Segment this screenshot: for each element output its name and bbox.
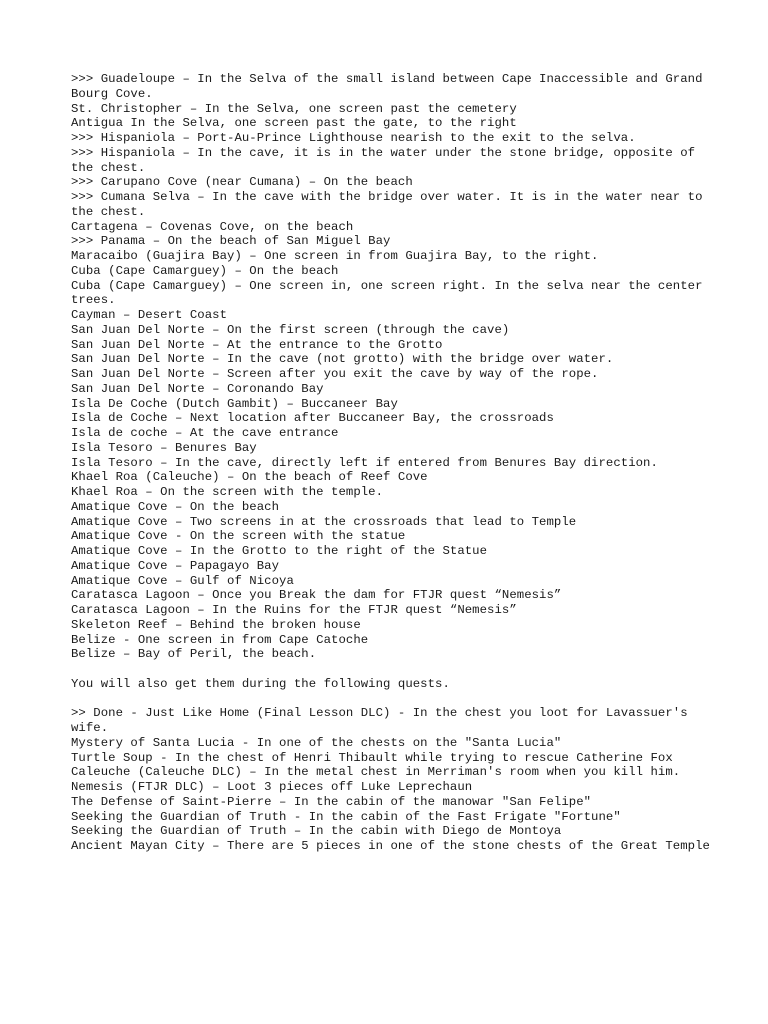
location-line: Belize - One screen in from Cape Catoche [71,632,369,647]
location-line: Cuba (Cape Camarguey) – On the beach [71,263,339,278]
location-line: >>> Hispaniola – In the cave, it is in the water under the stone bridge, opposite of the chest. [71,145,703,175]
locations-list [71,72,711,662]
location-line: Antigua In the Selva, one screen past the gate, to the right [71,116,517,131]
location-line: Amatique Cove - On the screen with the statue [71,529,406,544]
location-line: Cuba (Cape Camarguey) – One screen in, one screen right. In the selva near the center trees. [71,278,710,308]
location-line: Isla de coche – At the cave entrance [71,426,339,440]
location-line: Amatique Cove – Gulf of Nicoya [71,573,294,588]
quest-line: >> Done - Just Like Home (Final Lesson DLC) - In the chest you loot for Lavassuer's wife. [71,706,696,735]
location-line: >>> Cumana Selva – In the cave with the bridge over water. It is in the water near to the chest. [71,190,710,219]
location-line: Isla Tesoro – Benures Bay [71,440,257,455]
location-line: Amatique Cove – In the Grotto to the right of the Statue [71,544,488,558]
location-line: Maracaibo (Guajira Bay) – One screen in from Guajira Bay, to the right. [71,249,599,263]
location-line: >>> Panama – On the beach of San Miguel Bay [71,234,391,249]
location-line: Khael Roa (Caleuche) – On the beach of Reef Cove [71,470,428,485]
quests-list [71,706,711,854]
quest-line: Turtle Soup - In the chest of Henri Thibault while trying to rescue Catherine Fox [71,750,673,765]
location-line: Belize – Bay of Peril, the beach. [71,647,317,662]
location-line: Caratasca Lagoon – In the Ruins for the FTJR quest “Nemesis” [71,603,517,617]
location-line: St. Christopher – In the Selva, one screen past the cemetery [71,101,517,116]
location-line: Isla De Coche (Dutch Gambit) – Buccaneer Bay [71,396,398,411]
location-line: >>> Hispaniola – Port-Au-Prince Lighthouse nearish to the exit to the selva. [71,131,636,145]
location-line: Amatique Cove – Two screens in at the crossroads that lead to Temple [71,514,577,529]
quest-line: The Defense of Saint-Pierre – In the cabin of the manowar "San Felipe" [71,794,592,809]
paragraph-spacer [71,692,711,707]
quest-line: Seeking the Guardian of Truth – In the cabin with Diego de Montoya [71,824,562,839]
location-line: Cayman – Desert Coast [71,308,228,322]
location-line: Khael Roa – On the screen with the temple. [71,485,384,499]
location-line: Caratasca Lagoon – Once you Break the dam for FTJR quest “Nemesis” [71,588,562,603]
quest-line: Ancient Mayan City – There are 5 pieces in one of the stone chests of the Great Temple [71,839,710,853]
location-line: San Juan Del Norte – Screen after you exit the cave by way of the rope. [71,367,599,381]
document-page [71,72,711,854]
quest-line: Caleuche (Caleuche DLC) – In the metal chest in Merriman's room when you kill him. [71,765,681,780]
quest-line: Nemesis (FTJR DLC) – Loot 3 pieces off Luke Leprechaun [71,780,473,794]
location-line: San Juan Del Norte – On the first screen (through the cave) [71,322,510,337]
paragraph-spacer [71,662,711,677]
location-line: Skeleton Reef – Behind the broken house [71,617,361,632]
location-line: >>> Guadeloupe – In the Selva of the small island between Cape Inaccessible and Grand Bourg Cove. [71,72,710,101]
quests-intro: You will also get them during the following quests. [71,676,450,691]
location-line: Amatique Cove – Papagayo Bay [71,558,280,573]
location-line: >>> Carupano Cove (near Cumana) – On the beach [71,175,413,190]
location-line: San Juan Del Norte – In the cave (not grotto) with the bridge over water. [71,352,614,367]
location-line: Amatique Cove – On the beach [71,499,280,514]
quest-line: Mystery of Santa Lucia - In one of the chests on the "Santa Lucia" [71,735,562,750]
location-line: Isla de Coche – Next location after Buccaneer Bay, the crossroads [71,411,554,426]
quest-line: Seeking the Guardian of Truth - In the cabin of the Fast Frigate "Fortune" [71,809,621,824]
location-line: San Juan Del Norte – At the entrance to the Grotto [71,337,443,352]
location-line: Cartagena – Covenas Cove, on the beach [71,219,354,234]
location-line: Isla Tesoro – In the cave, directly left if entered from Benures Bay direction. [71,455,658,470]
location-line: San Juan Del Norte – Coronando Bay [71,381,324,396]
